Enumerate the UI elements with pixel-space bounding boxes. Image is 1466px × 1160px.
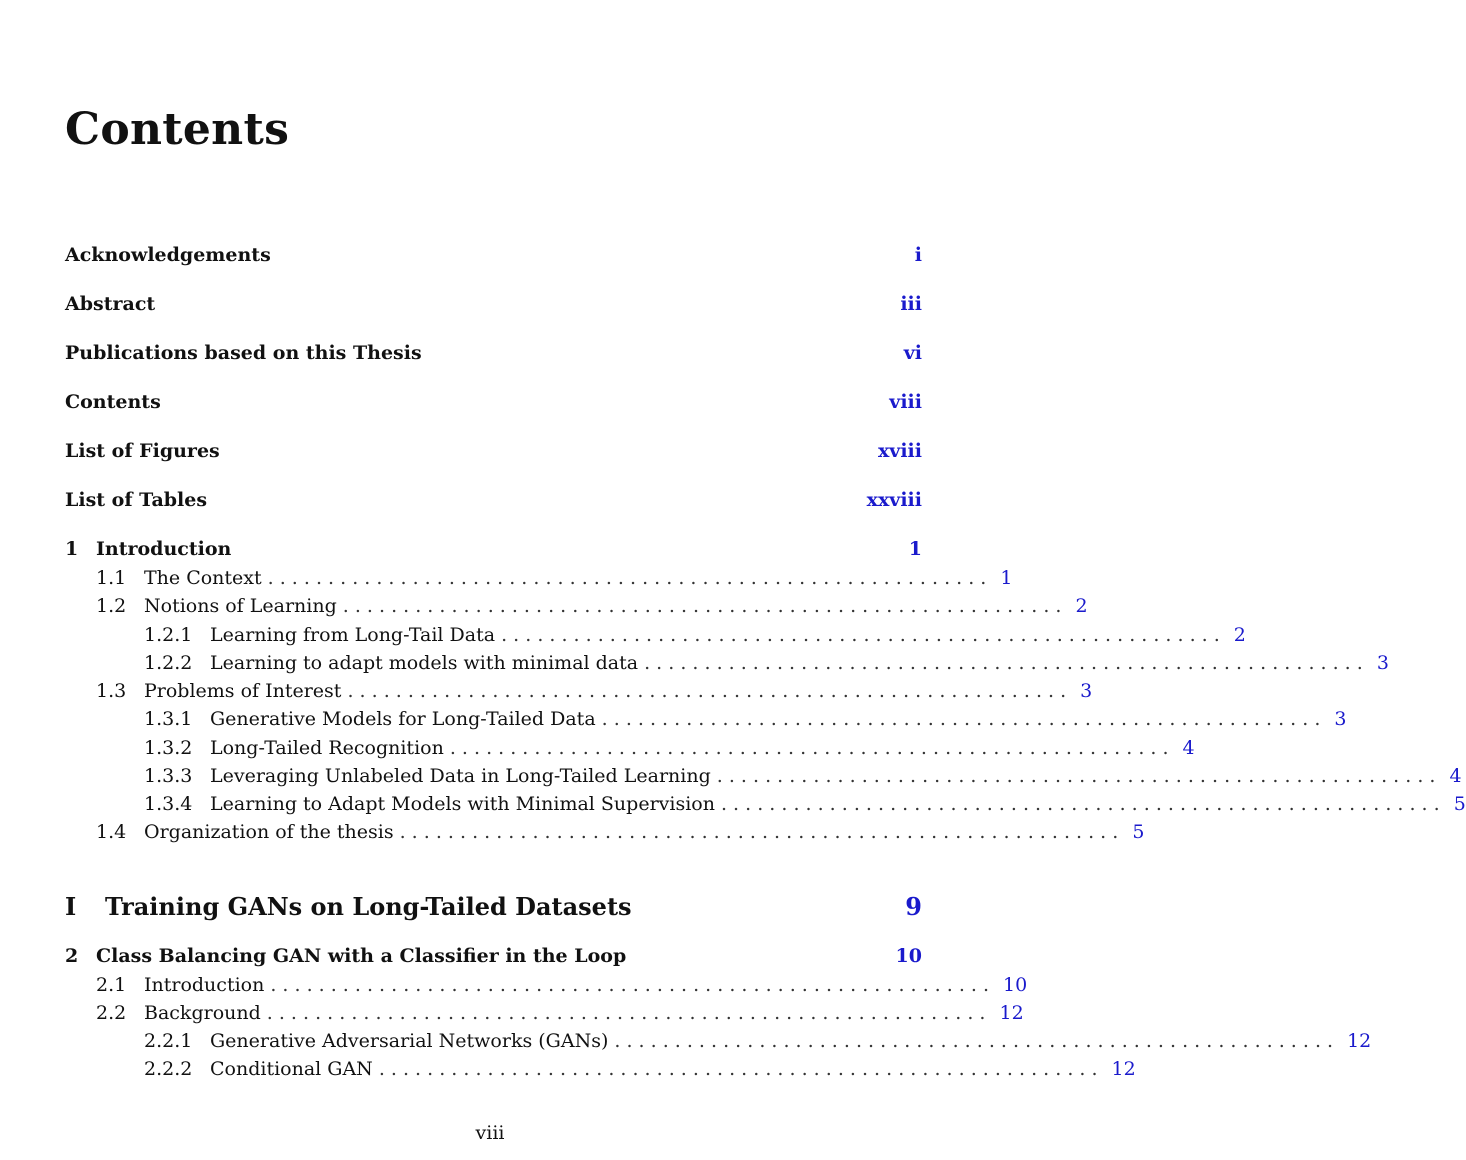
dot-leader: . . . . . . . . . . . . . . . . . . . . . . . . . . . . . . . . . . . . . . . . . . . . . . . . . . . . . . . . . . . . bbox=[399, 821, 1119, 843]
toc-section[interactable] bbox=[96, 1002, 1024, 1030]
toc-page-link[interactable]: 12 bbox=[999, 1002, 1024, 1024]
dot-leader: . . . . . . . . . . . . . . . . . . . . . . . . . . . . . . . . . . . . . . . . . . . . . . . . . . . . . . . . . . . . bbox=[501, 624, 1220, 646]
toc-entry-acknowledgements[interactable] bbox=[65, 244, 922, 272]
subsection-title: Generative Adversarial Networks (GANs) bbox=[210, 1030, 609, 1052]
subsection-number: 1.3.2 bbox=[144, 737, 193, 759]
toc-subsection[interactable] bbox=[144, 708, 1347, 736]
toc-entry-label: List of Figures bbox=[65, 440, 220, 462]
toc-subsection[interactable] bbox=[144, 1030, 1372, 1058]
toc-chapter-1[interactable] bbox=[65, 538, 922, 566]
dot-leader: . . . . . . . . . . . . . . . . . . . . . . . . . . . . . . . . . . . . . . . . . . . . . . . . . . . . . . . . . . . . bbox=[347, 680, 1067, 702]
dot-leader: . . . . . . . . . . . . . . . . . . . . . . . . . . . . . . . . . . . . . . . . . . . . . . . . . . . . . . . . . . . . bbox=[644, 652, 1363, 674]
toc-page-link[interactable]: viii bbox=[889, 391, 922, 413]
subsection-number: 1.2.1 bbox=[144, 624, 193, 646]
toc-page-link[interactable]: 12 bbox=[1111, 1058, 1136, 1080]
subsection-title: Learning from Long-Tail Data bbox=[210, 624, 496, 646]
toc-part-1[interactable] bbox=[65, 892, 922, 926]
toc-subsection[interactable] bbox=[144, 765, 1462, 793]
dot-leader: . . . . . . . . . . . . . . . . . . . . . . . . . . . . . . . . . . . . . . . . . . . . . . . . . . . . . . . . . . . . bbox=[449, 737, 1169, 759]
subsection-number: 1.3.4 bbox=[144, 793, 193, 815]
subsection-title: Leveraging Unlabeled Data in Long-Tailed Learning bbox=[210, 765, 711, 787]
subsection-number: 1.3.1 bbox=[144, 708, 193, 730]
part-title: Training GANs on Long-Tailed Datasets bbox=[105, 892, 632, 921]
section-number: 1.2 bbox=[96, 595, 127, 617]
dot-leader: . . . . . . . . . . . . . . . . . . . . . . . . . . . . . . . . . . . . . . . . . . . . . . . . . . . . . . . . . . . . bbox=[601, 708, 1321, 730]
subsection-number: 2.2.1 bbox=[144, 1030, 193, 1052]
chapter-number: 2 bbox=[65, 945, 79, 967]
subsection-number: 1.2.2 bbox=[144, 652, 193, 674]
toc-page-link[interactable]: 2 bbox=[1075, 595, 1088, 617]
toc-page-link[interactable]: 12 bbox=[1347, 1030, 1372, 1052]
toc-chapter-2[interactable] bbox=[65, 945, 922, 973]
toc-subsection[interactable] bbox=[144, 737, 1195, 765]
chapter-number: 1 bbox=[65, 538, 79, 560]
toc-page-link[interactable]: 4 bbox=[1449, 765, 1462, 787]
toc-entry-contents[interactable] bbox=[65, 391, 922, 419]
section-title: Notions of Learning bbox=[144, 595, 337, 617]
section-title: Problems of Interest bbox=[144, 680, 342, 702]
section-title: Organization of the thesis bbox=[144, 821, 394, 843]
toc-section[interactable] bbox=[96, 680, 1093, 708]
toc-page-link[interactable]: i bbox=[914, 244, 922, 266]
dot-leader: . . . . . . . . . . . . . . . . . . . . . . . . . . . . . . . . . . . . . . . . . . . . . . . . . . . . . . . . . . . . bbox=[378, 1058, 1098, 1080]
toc-subsection[interactable] bbox=[144, 652, 1389, 680]
subsection-title: Learning to Adapt Models with Minimal Supervision bbox=[210, 793, 715, 815]
toc-page-link[interactable]: 10 bbox=[895, 945, 922, 967]
toc-subsection[interactable] bbox=[144, 1058, 1136, 1086]
chapter-title: Introduction bbox=[96, 538, 232, 560]
toc-subsection[interactable] bbox=[144, 624, 1246, 652]
toc-page-link[interactable]: xviii bbox=[877, 440, 922, 462]
toc-page-link[interactable]: 1 bbox=[1000, 567, 1013, 589]
dot-leader: . . . . . . . . . . . . . . . . . . . . . . . . . . . . . . . . . . . . . . . . . . . . . . . . . . . . . . . . . . . . bbox=[270, 974, 990, 996]
subsection-title: Long-Tailed Recognition bbox=[210, 737, 444, 759]
dot-leader: . . . . . . . . . . . . . . . . . . . . . . . . . . . . . . . . . . . . . . . . . . . . . . . . . . . . . . . . . . . . bbox=[716, 765, 1436, 787]
subsection-title: Generative Models for Long-Tailed Data bbox=[210, 708, 596, 730]
dot-leader: . . . . . . . . . . . . . . . . . . . . . . . . . . . . . . . . . . . . . . . . . . . . . . . . . . . . . . . . . . . . bbox=[614, 1030, 1334, 1052]
toc-section[interactable] bbox=[96, 567, 1013, 595]
section-title: The Context bbox=[144, 567, 262, 589]
toc-page-link[interactable]: vi bbox=[903, 342, 922, 364]
section-number: 1.3 bbox=[96, 680, 127, 702]
toc-page-link[interactable]: 3 bbox=[1334, 708, 1347, 730]
dot-leader: . . . . . . . . . . . . . . . . . . . . . . . . . . . . . . . . . . . . . . . . . . . . . . . . . . . . . . . . . . . . bbox=[342, 595, 1062, 617]
toc-page-link[interactable]: 3 bbox=[1080, 680, 1093, 702]
toc-page-link[interactable]: xxviii bbox=[866, 489, 922, 511]
toc-subsection[interactable] bbox=[144, 793, 1466, 821]
section-number: 1.4 bbox=[96, 821, 127, 843]
toc-entry-abstract[interactable] bbox=[65, 293, 922, 321]
toc-entry-label: Abstract bbox=[65, 293, 156, 315]
toc-section[interactable] bbox=[96, 595, 1088, 623]
part-number: I bbox=[65, 892, 77, 921]
section-number: 2.1 bbox=[96, 974, 127, 996]
toc-entry-label: List of Tables bbox=[65, 489, 208, 511]
toc-page-link[interactable]: 9 bbox=[905, 892, 922, 921]
subsection-number: 2.2.2 bbox=[144, 1058, 193, 1080]
dot-leader: . . . . . . . . . . . . . . . . . . . . . . . . . . . . . . . . . . . . . . . . . . . . . . . . . . . . . . . . . . . . bbox=[267, 567, 987, 589]
page-title: Contents bbox=[65, 104, 290, 155]
toc-page-link[interactable]: 10 bbox=[1003, 974, 1028, 996]
dot-leader: . . . . . . . . . . . . . . . . . . . . . . . . . . . . . . . . . . . . . . . . . . . . . . . . . . . . . . . . . . . . bbox=[266, 1002, 986, 1024]
toc-entry-label: Publications based on this Thesis bbox=[65, 342, 422, 364]
section-number: 2.2 bbox=[96, 1002, 127, 1024]
toc-page-link[interactable]: 2 bbox=[1233, 624, 1246, 646]
toc-entry-publications[interactable] bbox=[65, 342, 922, 370]
chapter-title: Class Balancing GAN with a Classifier in the Loop bbox=[96, 945, 627, 967]
toc-entry-label: Contents bbox=[65, 391, 161, 413]
section-title: Introduction bbox=[144, 974, 265, 996]
toc-section[interactable] bbox=[96, 974, 1028, 1002]
toc-page-link[interactable]: 5 bbox=[1132, 821, 1145, 843]
dot-leader: . . . . . . . . . . . . . . . . . . . . . . . . . . . . . . . . . . . . . . . . . . . . . . . . . . . . . . . . . . . . bbox=[720, 793, 1440, 815]
toc-page-link[interactable]: 1 bbox=[908, 538, 922, 560]
subsection-title: Conditional GAN bbox=[210, 1058, 373, 1080]
toc-page-link[interactable]: iii bbox=[900, 293, 922, 315]
toc-section[interactable] bbox=[96, 821, 1145, 849]
toc-entry-list-of-figures[interactable] bbox=[65, 440, 922, 468]
section-title: Background bbox=[144, 1002, 261, 1024]
toc-entry-label: Acknowledgements bbox=[65, 244, 271, 266]
toc-page-link[interactable]: 5 bbox=[1453, 793, 1466, 815]
toc-page-link[interactable]: 3 bbox=[1376, 652, 1389, 674]
subsection-title: Learning to adapt models with minimal data bbox=[210, 652, 639, 674]
subsection-number: 1.3.3 bbox=[144, 765, 193, 787]
toc-page-link[interactable]: 4 bbox=[1182, 737, 1195, 759]
section-number: 1.1 bbox=[96, 567, 127, 589]
toc-entry-list-of-tables[interactable] bbox=[65, 489, 922, 517]
page-number-footer: viii bbox=[475, 1122, 505, 1144]
